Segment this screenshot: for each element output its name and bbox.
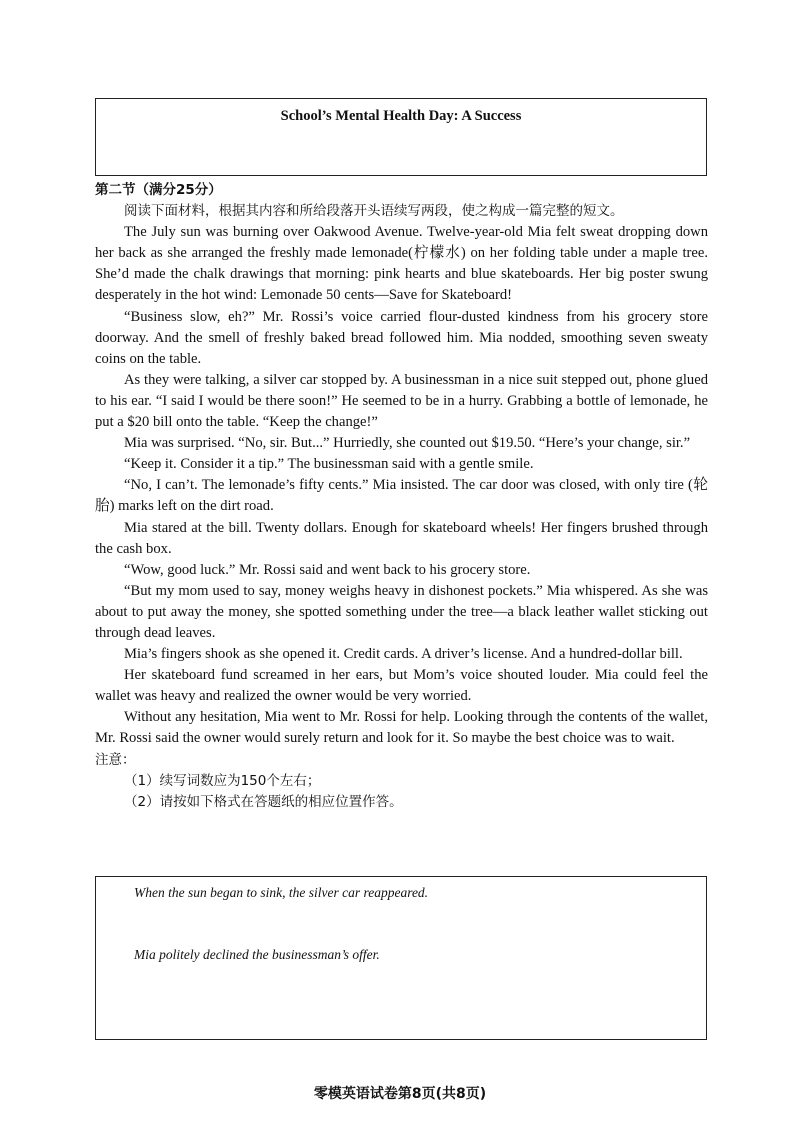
page-footer: 零模英语试卷第8页(共8页) [313,1086,487,1102]
paragraph: The July sun was burning over Oakwood Avenue. Twelve-year-old Mia felt sweat dropping down her back as she arranged the freshly made lemonade(柠檬水) on her folding table under a maple tree. She’d made the chalk drawings that morning: pink hearts and blue skateboards. Her big poster swung desperately in the hot wind: Lemonade 50 cents—Save for Skateboard! [95,224,708,304]
paragraph: Without any hesitation, Mia went to Mr. Rossi for help. Looking through the contents of the wallet, Mr. Rossi said the owner would surely return and look for it. So maybe the best choice was to wait. [95,709,708,747]
answer-box [95,876,707,1040]
title-box [95,98,707,176]
paragraph: “Keep it. Consider it a tip.” The businessman said with a gentle smile. [124,456,534,473]
note-item: （2）请按如下格式在答题纸的相应位置作答。 [124,793,403,810]
notes-label: 注意： [95,751,136,768]
paragraph: Mia stared at the bill. Twenty dollars. Enough for skateboard wheels! Her fingers brushed through the cash box. [95,519,708,557]
paragraph: “But my mom used to say, money weighs heavy in dishonest pockets.” Mia whispered. As she was about to put away the money, she spotted something under the tree—a black leather wallet sticking out through dead leaves. [95,582,708,641]
note-item: （1）续写词数应为150个左右； [124,772,321,789]
paragraph: Mia’s fingers shook as she opened it. Credit cards. A driver’s license. And a hundred-dollar bill. [124,646,683,663]
paragraph: Her skateboard fund screamed in her ears, but Mom’s voice shouted louder. Mia could feel the wallet was heavy and realized the owner would be very worried. [95,667,708,705]
paragraph: As they were talking, a silver car stopped by. A businessman in a nice suit stepped out, phone glued to his ear. “I said I would be there soon!” He seemed to be in a hurry. Grabbing a bottle of lemonade, he put a $20 bill onto the table. “Keep the change!” [95,371,708,431]
instruction: 阅读下面材料，根据其内容和所给段落开头语续写两段，使之构成一篇完整的短文。 [124,203,624,220]
paragraph: Mia was surprised. “No, sir. But...” Hurriedly, she counted out $19.50. “Here’s your change, sir.” [124,435,691,452]
section-heading: 第二节（满分25分） [95,182,222,198]
paragraph: “Business slow, eh?” Mr. Rossi’s voice carried flour-dusted kindness from his grocery store doorway. And the smell of freshly baked bread followed him. Mia nodded, smoothing seven sweaty coins on the table. [95,308,708,367]
essay-title: School’s Mental Health Day: A Success [280,108,522,124]
paragraph-starter-2: Mia politely declined the businessman’s offer. [134,947,380,962]
paragraph-starter-1: When the sun began to sink, the silver car reappeared. [134,885,429,900]
paragraph: “Wow, good luck.” Mr. Rossi said and went back to his grocery store. [124,561,531,578]
passage [95,180,708,813]
paragraph: “No, I can’t. The lemonade’s fifty cents.” Mia insisted. The car door was closed, with only tire (轮胎) marks left on the dirt road. [95,477,708,515]
